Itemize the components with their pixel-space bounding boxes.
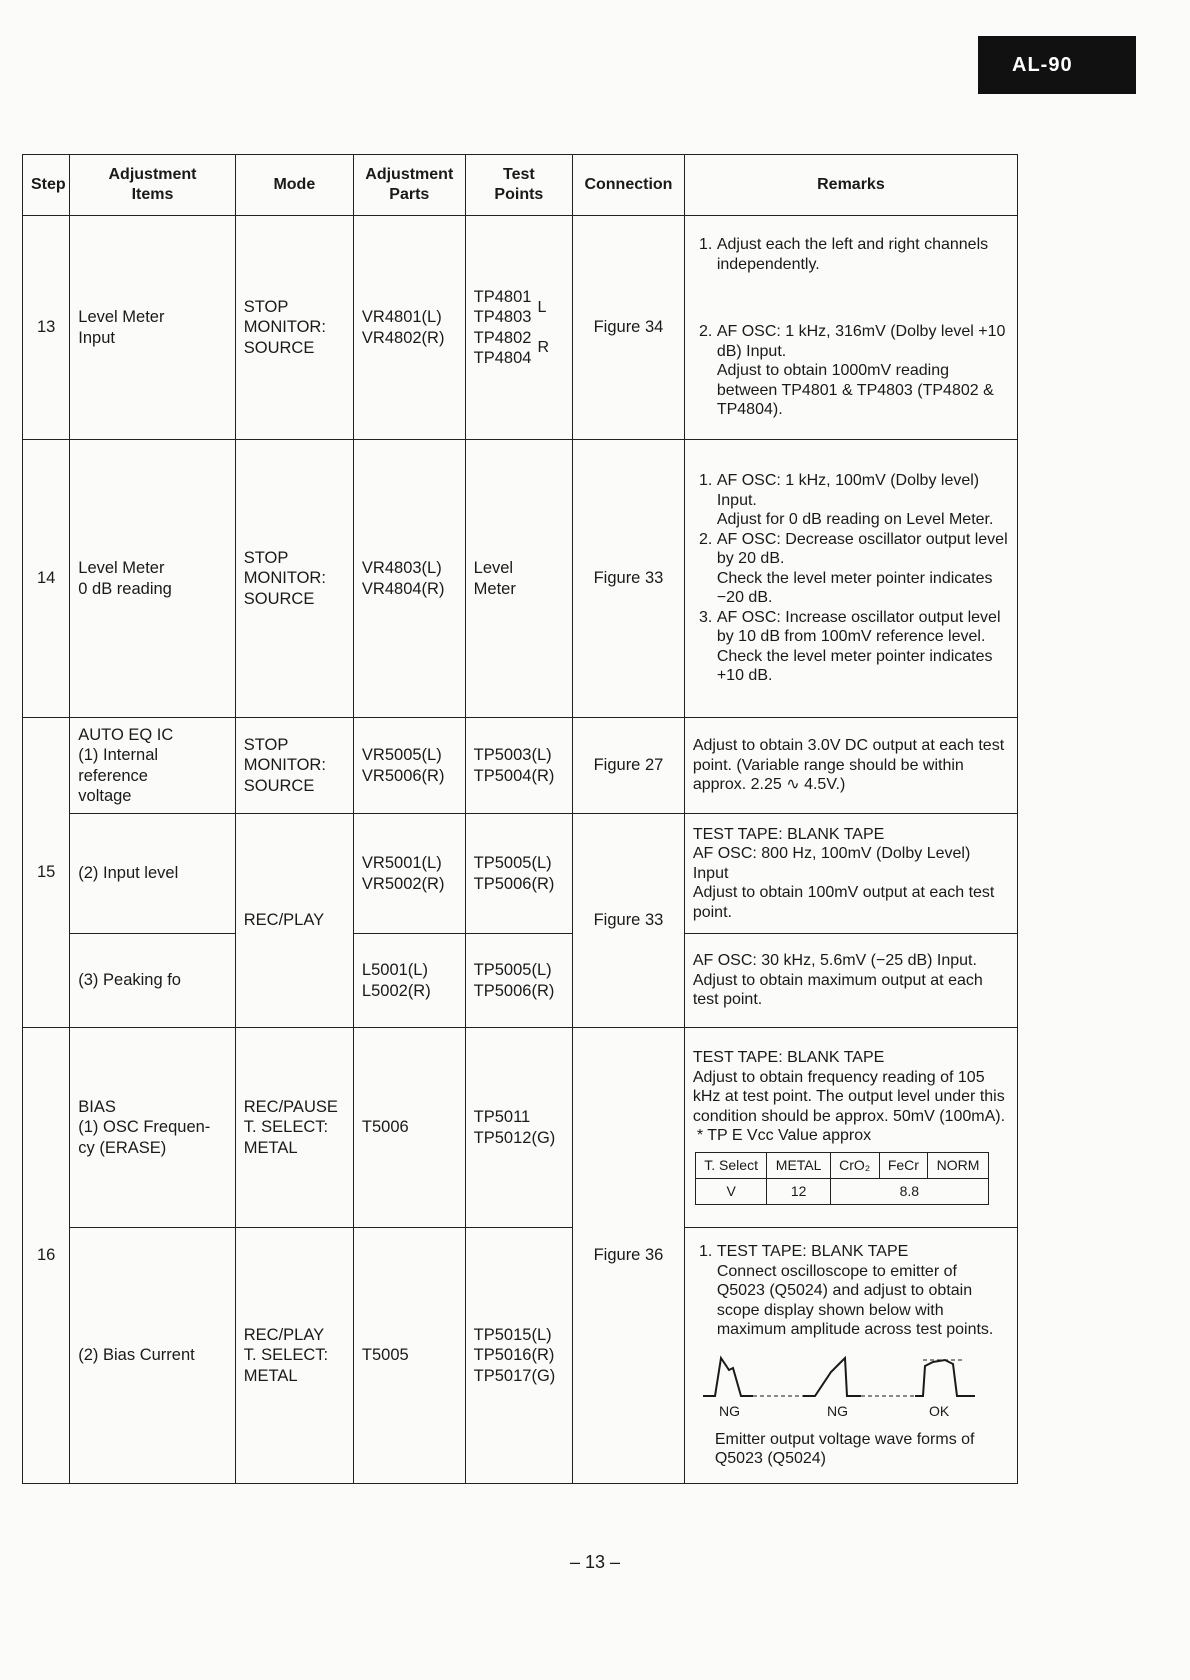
step-14-remarks bbox=[684, 440, 1017, 718]
header-connection: Connection bbox=[573, 155, 685, 216]
vcc-table bbox=[695, 1152, 989, 1205]
vcc-table-header bbox=[695, 1152, 988, 1178]
step-13-mode: STOP MONITOR: SOURCE bbox=[235, 216, 353, 440]
step-15b-parts: VR5001(L) VR5002(R) bbox=[353, 814, 465, 934]
tp-left-label: L bbox=[537, 298, 547, 316]
header-parts: Adjustment Parts bbox=[353, 155, 465, 216]
table-row-step-16b bbox=[23, 1228, 1018, 1484]
table-row-step-16a bbox=[23, 1028, 1018, 1228]
step-16a-mode: REC/PAUSE T. SELECT: METAL bbox=[235, 1028, 353, 1228]
step-14-remark-3: 3. AF OSC: Increase oscillator output level by 10 dB from 100mV reference level. Check the level meter pointer indicates +10 dB. bbox=[717, 608, 1009, 686]
step-16b-mode: REC/PLAY T. SELECT: METAL bbox=[235, 1228, 353, 1484]
step-16a-parts: T5006 bbox=[353, 1028, 465, 1228]
waveform-baselines bbox=[753, 1360, 963, 1396]
step-15a-connection: Figure 27 bbox=[573, 718, 685, 814]
table-header-row bbox=[23, 155, 1018, 216]
step-13-remark-1: 1. Adjust each the left and right channels independently. bbox=[717, 235, 1009, 274]
step-14-parts: VR4803(L) VR4804(R) bbox=[353, 440, 465, 718]
step-16b-parts: T5005 bbox=[353, 1228, 465, 1484]
vcc-cell-metal: 12 bbox=[767, 1178, 830, 1204]
vcc-header-cro2: CrO₂ bbox=[830, 1152, 879, 1178]
vcc-cell-unit: V bbox=[695, 1178, 767, 1204]
step-15c-points: TP5005(L) TP5006(R) bbox=[465, 934, 572, 1028]
step-16-connection: Figure 36 bbox=[573, 1028, 685, 1484]
adjustment-table bbox=[22, 154, 1018, 1484]
waveform-caption: Emitter output voltage wave forms of Q5023 (Q5024) bbox=[714, 1430, 975, 1468]
step-14-number: 14 bbox=[23, 440, 70, 718]
waveform-ok bbox=[915, 1360, 975, 1396]
table-row-step-15b bbox=[23, 814, 1018, 934]
waveform-labels bbox=[719, 1403, 950, 1419]
step-13-remark-2: 2. AF OSC: 1 kHz, 316mV (Dolby level +10 dB) Input. Adjust to obtain 1000mV reading between TP4801 & TP4803 (TP4802 & TP4804). bbox=[717, 322, 1009, 420]
step-16b-items: (2) Bias Current bbox=[70, 1228, 235, 1484]
page-number: – 13 – bbox=[569, 1552, 621, 1572]
header-points: Test Points bbox=[465, 155, 572, 216]
table-row-step-13 bbox=[23, 216, 1018, 440]
waveform-traces bbox=[703, 1358, 975, 1396]
vcc-cell-others: 8.8 bbox=[830, 1178, 988, 1204]
vcc-header-metal: METAL bbox=[767, 1152, 830, 1178]
step-13-points bbox=[465, 216, 572, 440]
model-label: AL-90 bbox=[1012, 53, 1073, 76]
header-mode: Mode bbox=[235, 155, 353, 216]
step-14-remark-1: 1. AF OSC: 1 kHz, 100mV (Dolby level) Input. Adjust for 0 dB reading on Level Meter. bbox=[717, 471, 1009, 530]
waveform-ng-1 bbox=[703, 1358, 753, 1396]
step-15a-parts: VR5005(L) VR5006(R) bbox=[353, 718, 465, 814]
step-16a-remarks bbox=[684, 1028, 1017, 1228]
table-row-step-15a bbox=[23, 718, 1018, 814]
step-16-number: 16 bbox=[23, 1028, 70, 1484]
step-15b-items: (2) Input level bbox=[70, 814, 235, 934]
step-15c-items: (3) Peaking fo bbox=[70, 934, 235, 1028]
step-13-parts: VR4801(L) VR4802(R) bbox=[353, 216, 465, 440]
waveform-ng-2 bbox=[803, 1358, 861, 1396]
header-step: Step bbox=[23, 155, 70, 216]
wave-label-1: NG bbox=[718, 1402, 740, 1419]
wave-label-2: NG bbox=[826, 1402, 848, 1419]
vcc-table-row bbox=[695, 1178, 988, 1204]
step-15-number: 15 bbox=[23, 718, 70, 1028]
step-15b-mode: REC/PLAY bbox=[235, 814, 353, 1028]
table-row-step-15c bbox=[23, 934, 1018, 1028]
step-14-points: Level Meter bbox=[465, 440, 572, 718]
tp-right-group bbox=[474, 328, 564, 368]
step-16a-items: BIAS (1) OSC Frequen- cy (ERASE) bbox=[70, 1028, 235, 1228]
step-13-items: Level Meter Input bbox=[70, 216, 235, 440]
step-15b-points: TP5005(L) TP5006(R) bbox=[465, 814, 572, 934]
step-13-number: 13 bbox=[23, 216, 70, 440]
step-15a-remarks: Adjust to obtain 3.0V DC output at each test point. (Variable range should be within approx. 2.25 ∿ 4.5V.) bbox=[684, 718, 1017, 814]
tp-left-group bbox=[474, 287, 564, 327]
step-15a-mode: STOP MONITOR: SOURCE bbox=[235, 718, 353, 814]
step-13-remarks bbox=[684, 216, 1017, 440]
waveform-diagram bbox=[693, 1346, 993, 1430]
step-15a-points: TP5003(L) TP5004(R) bbox=[465, 718, 572, 814]
step-14-items: Level Meter 0 dB reading bbox=[70, 440, 235, 718]
model-badge bbox=[978, 36, 1136, 94]
vcc-header-fecr: FeCr bbox=[879, 1152, 928, 1178]
vcc-note: * TP E Vcc Value approx bbox=[696, 1127, 872, 1145]
wave-label-3: OK bbox=[928, 1402, 950, 1419]
tp-left-points: TP4801 TP4803 bbox=[473, 288, 532, 327]
tp-right-label: R bbox=[537, 338, 550, 356]
vcc-header-norm: NORM bbox=[928, 1152, 989, 1178]
tp-right-points: TP4802 TP4804 bbox=[473, 328, 532, 367]
vcc-header-tselect: T. Select bbox=[695, 1152, 767, 1178]
step-15c-remarks: AF OSC: 30 kHz, 5.6mV (−25 dB) Input. Adjust to obtain maximum output at each test point. bbox=[684, 934, 1017, 1028]
step-16a-remark-text: TEST TAPE: BLANK TAPE Adjust to obtain frequency reading of 105 kHz at test point. The output level under this condition should be approx. 50mV (100mA). bbox=[692, 1049, 1006, 1125]
step-16b-remarks bbox=[684, 1228, 1017, 1484]
header-remarks: Remarks bbox=[684, 155, 1017, 216]
table-row-step-14 bbox=[23, 440, 1018, 718]
step-15b-remarks: TEST TAPE: BLANK TAPE AF OSC: 800 Hz, 100mV (Dolby Level) Input Adjust to obtain 100mV output at each test point. bbox=[684, 814, 1017, 934]
step-14-remark-2: 2. AF OSC: Decrease oscillator output level by 20 dB. Check the level meter pointer indicates −20 dB. bbox=[717, 530, 1009, 608]
header-items: Adjustment Items bbox=[70, 155, 235, 216]
step-13-connection: Figure 34 bbox=[573, 216, 685, 440]
step-16b-points: TP5015(L) TP5016(R) TP5017(G) bbox=[465, 1228, 572, 1484]
step-14-connection: Figure 33 bbox=[573, 440, 685, 718]
step-16b-remark-text: 1. TEST TAPE: BLANK TAPE Connect oscilloscope to emitter of Q5023 (Q5024) and adjust to obtain scope display shown below with maximum amplitude across test points. bbox=[717, 1242, 1009, 1340]
step-15a-items: AUTO EQ IC (1) Internal reference voltage bbox=[70, 718, 235, 814]
step-16a-points: TP5011 TP5012(G) bbox=[465, 1028, 572, 1228]
step-15c-parts: L5001(L) L5002(R) bbox=[353, 934, 465, 1028]
step-14-mode: STOP MONITOR: SOURCE bbox=[235, 440, 353, 718]
step-15b-connection: Figure 33 bbox=[573, 814, 685, 1028]
